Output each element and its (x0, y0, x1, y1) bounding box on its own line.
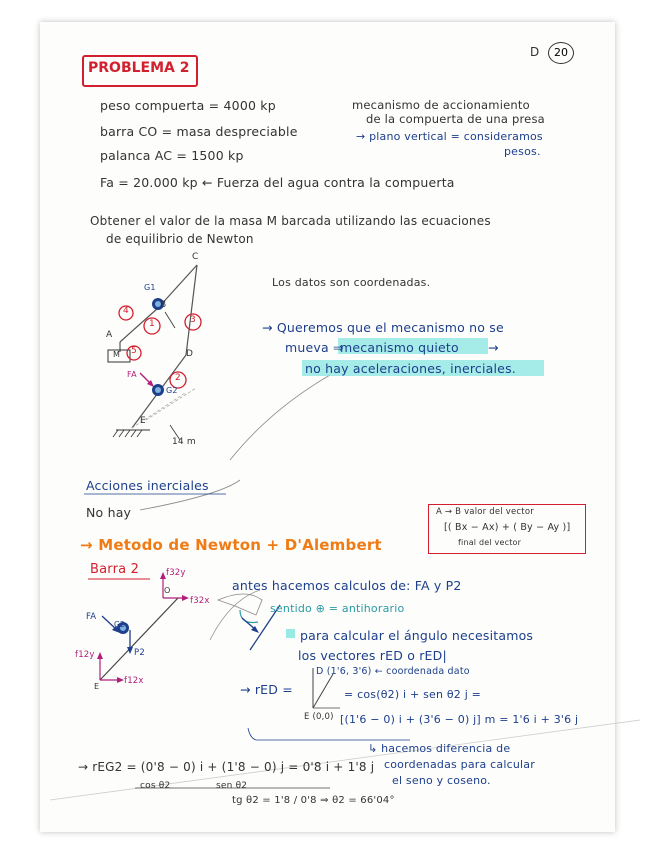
calc-eq1: = cos(θ2) i + sen θ2 j = (344, 688, 482, 701)
label-member-1: 1 (149, 319, 155, 329)
vector-box-line3: final del vector (458, 538, 522, 547)
quasi-static-line1: → Queremos que el mecanismo no se (262, 320, 504, 335)
barra2-p2: P2 (134, 648, 145, 658)
objective-line2: de equilibrio de Newton (106, 232, 254, 246)
label-G2: G2 (166, 386, 178, 395)
mechanism-line4: pesos. (504, 145, 541, 158)
calc-sen-label: sen θ2 (216, 781, 248, 791)
calc-angle1: para calcular el ángulo necesitamos (300, 628, 534, 643)
quasi-static-line2a: mueva ⇒ (285, 340, 344, 355)
method-title: → Metodo de Newton + D'Alembert (80, 536, 382, 554)
calc-before: antes hacemos calculos de: FA y P2 (232, 578, 462, 593)
label-M: M (113, 350, 121, 359)
calc-sense: sentido ⊕ = antihorario (270, 602, 405, 615)
inertial-value: No hay (86, 505, 132, 520)
label-distance: 14 m (172, 437, 196, 447)
label-FA: FA (127, 370, 137, 379)
calc-cos-label: cos θ2 (140, 781, 171, 791)
label-member-5: 5 (131, 346, 137, 356)
barra2-fa: FA (86, 612, 97, 622)
given-weight: peso compuerta = 4000 kp (100, 98, 276, 113)
page-letter: D (530, 45, 540, 59)
calc-reg2: → rEG2 = (0'8 − 0) i + (1'8 − 0) j = 0'8 i + 1'8 j (78, 760, 375, 774)
label-C: C (192, 252, 199, 262)
calc-tg: tg θ2 = 1'8 / 0'8 ⇒ θ2 = 66'04° (232, 795, 395, 806)
label-B: B (160, 300, 167, 310)
label-E: E (140, 416, 146, 426)
mechanism-line3: → plano vertical = consideramos (356, 130, 543, 143)
quasi-static-line3: no hay aceleraciones, inerciales. (305, 361, 516, 376)
barra2-O: O (164, 586, 171, 595)
barra2-f32x: f32x (190, 596, 210, 606)
label-A: A (106, 330, 113, 340)
barra2-heading: Barra 2 (90, 562, 140, 577)
calc-note3: el seno y coseno. (392, 774, 491, 787)
given-force: Fa = 20.000 kp ← Fuerza del agua contra la compuerta (100, 175, 455, 190)
label-member-2: 2 (175, 373, 181, 383)
given-bar: barra CO = masa despreciable (100, 124, 298, 139)
calc-eq2: [(1'6 − 0) i + (3'6 − 0) j] m = 1'6 i + 3'6 j (340, 713, 579, 726)
vector-box-line2: [( Bx − Ax) + ( By − Ay )] (444, 522, 571, 533)
vector-box-line1: A → B valor del vector (436, 507, 534, 517)
barra2-f12x: f12x (124, 676, 144, 686)
quasi-static-line2b: mecanismo quieto (340, 340, 459, 355)
given-lever: palanca AC = 1500 kp (100, 148, 244, 163)
inertial-heading: Acciones inerciales (86, 478, 209, 493)
barra2-f32y: f32y (166, 568, 186, 578)
label-member-3: 3 (190, 315, 196, 325)
calc-red-label: → rED = (240, 682, 293, 697)
calc-origin: E (0,0) (304, 712, 334, 722)
barra2-f12y: f12y (75, 650, 95, 660)
calc-angle2: los vectores rED o rED| (298, 648, 447, 663)
mechanism-line1: mecanismo de accionamiento (352, 98, 530, 112)
barra2-E: E (94, 682, 100, 691)
page-title: PROBLEMA 2 (88, 60, 190, 76)
page-number: 20 (548, 42, 574, 64)
barra2-g2: G2 (114, 620, 125, 629)
coords-note: Los datos son coordenadas. (272, 276, 431, 289)
mechanism-line2: de la compuerta de una presa (366, 112, 545, 126)
label-member-4: 4 (123, 306, 129, 316)
label-D: D (186, 349, 194, 359)
quasi-static-line2c: → (488, 340, 499, 355)
calc-note2: coordenadas para calcular (384, 758, 535, 771)
label-G1: G1 (144, 283, 156, 292)
calc-coord-label: D (1'6, 3'6) ← coordenada dato (316, 666, 470, 677)
calc-note1: ↳ hacemos diferencia de (368, 742, 511, 755)
objective-line1: Obtener el valor de la masa M barcada utilizando las ecuaciones (90, 214, 491, 228)
